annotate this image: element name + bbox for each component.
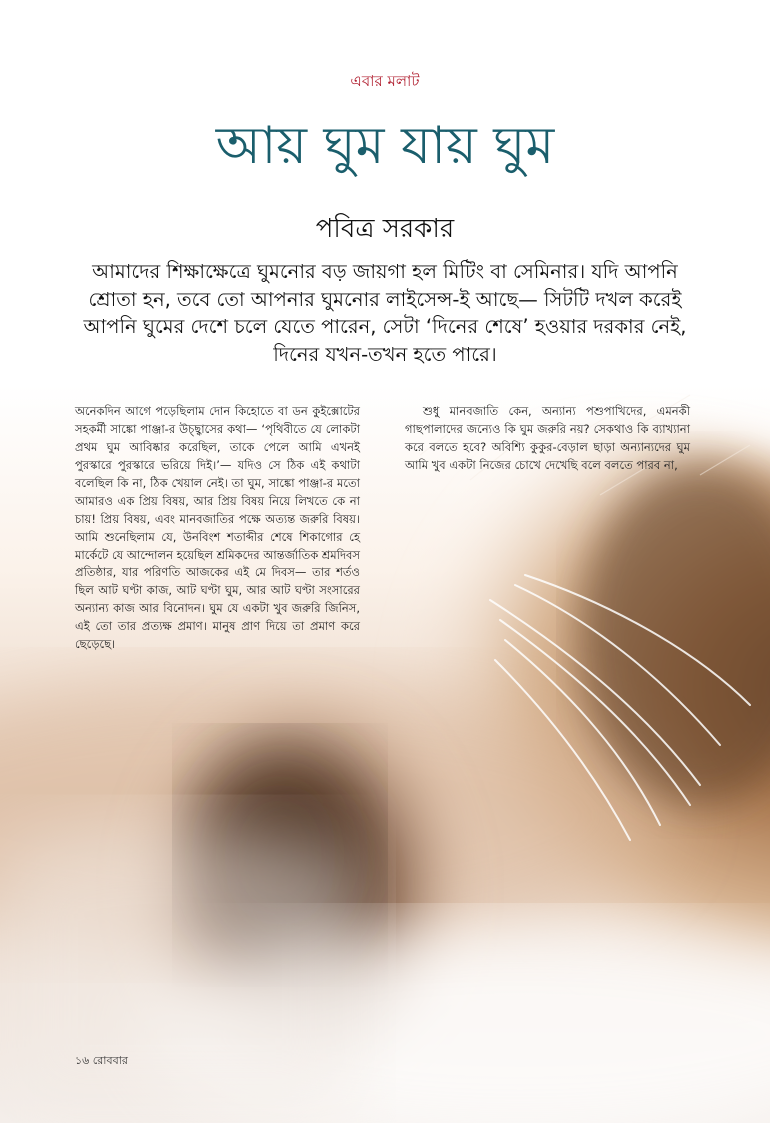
page-folio: ১৬ রোববার — [75, 1054, 128, 1067]
article-title: আয় ঘুম যায় ঘুম — [215, 116, 555, 176]
section-kicker: এবার মলাট — [350, 72, 420, 90]
body-column-left: অনেকদিন আগে পড়েছিলাম দোন কিহোতে বা ডন কুইক্সোটের সহকর্মী সাঙ্কো পাঞ্জা-র উচ্ছ্বাসের কথা— ‘পৃথিবীতে যে লোকটা প্রথম ঘুম আবিষ্কার করেছিল, তাকে পেলে আমি এখনই পুরস্কারে পুরস্কারে ভরিয়ে দিই।’— যদিও সে ঠিক এই কথাটা বলেছিল কি না, ঠিক খেয়াল নেই। তা ঘুম, সাঙ্কো পাঞ্জা-র মতো আমারও এক প্রিয় বিষয়, আর প্রিয় বিষয় নিয়ে লিখতে কে না চায়! প্রিয় বিষয়, এবং মানবজাতির পক্ষে অত্যন্ত জরুরি বিষয়। আমি শুনেছিলাম যে, উনবিংশ শতাব্দীর শেষে শিকাগোর হে মার্কেটে যে আন্দোলন হয়েছিল শ্রমিকদের আন্তর্জাতিক শ্রমদিবস প্রতিষ্ঠার, যার পরিণতি আজকের এই মে দিবস— তার শর্তও ছিল আট ঘণ্টা কাজ, আট ঘণ্টা ঘুম, আর আট ঘণ্টা সংসারের অন্যান্য কাজ আর বিনোদন। ঘুম যে একটা খুব জরুরি জিনিস, এই তো তার প্রত্যক্ষ প্রমাণ। মানুষ প্রাণ দিয়ে তা প্রমাণ করে ছেড়েছে। — [75, 404, 360, 652]
body-column-right: শুধু মানবজাতি কেন, অন্যান্য পশুপাখিদের, এমনকী গাছপালাদের জন্যেও কি ঘুম জরুরি নয়? সেকথাও কি ব্যাখ্যানা করে বলতে হবে? অবিশ্যি কুকুর-বেড়াল ছাড়া অন্যান্যদের ঘুম আমি খুব একটা নিজের চোখে দেখেছি বলে বলতে পারব না, — [405, 404, 690, 472]
author-name: পবিত্র সরকার — [315, 214, 455, 244]
intro-paragraph: আমাদের শিক্ষাক্ষেত্রে ঘুমনোর বড় জায়গা হল মিটিং বা সেমিনার। যদি আপনি শ্রোতা হন, তবে তো আপনার ঘুমনোর লাইসেন্স-ই আছে— সিটটি দখল করেই আপনি ঘুমের দেশে চলে যেতে পারেন, সেটা ‘দিনের শেষে’ হওয়ার দরকার নেই, দিনের যখন-তখন হতে পারে। — [83, 260, 687, 367]
